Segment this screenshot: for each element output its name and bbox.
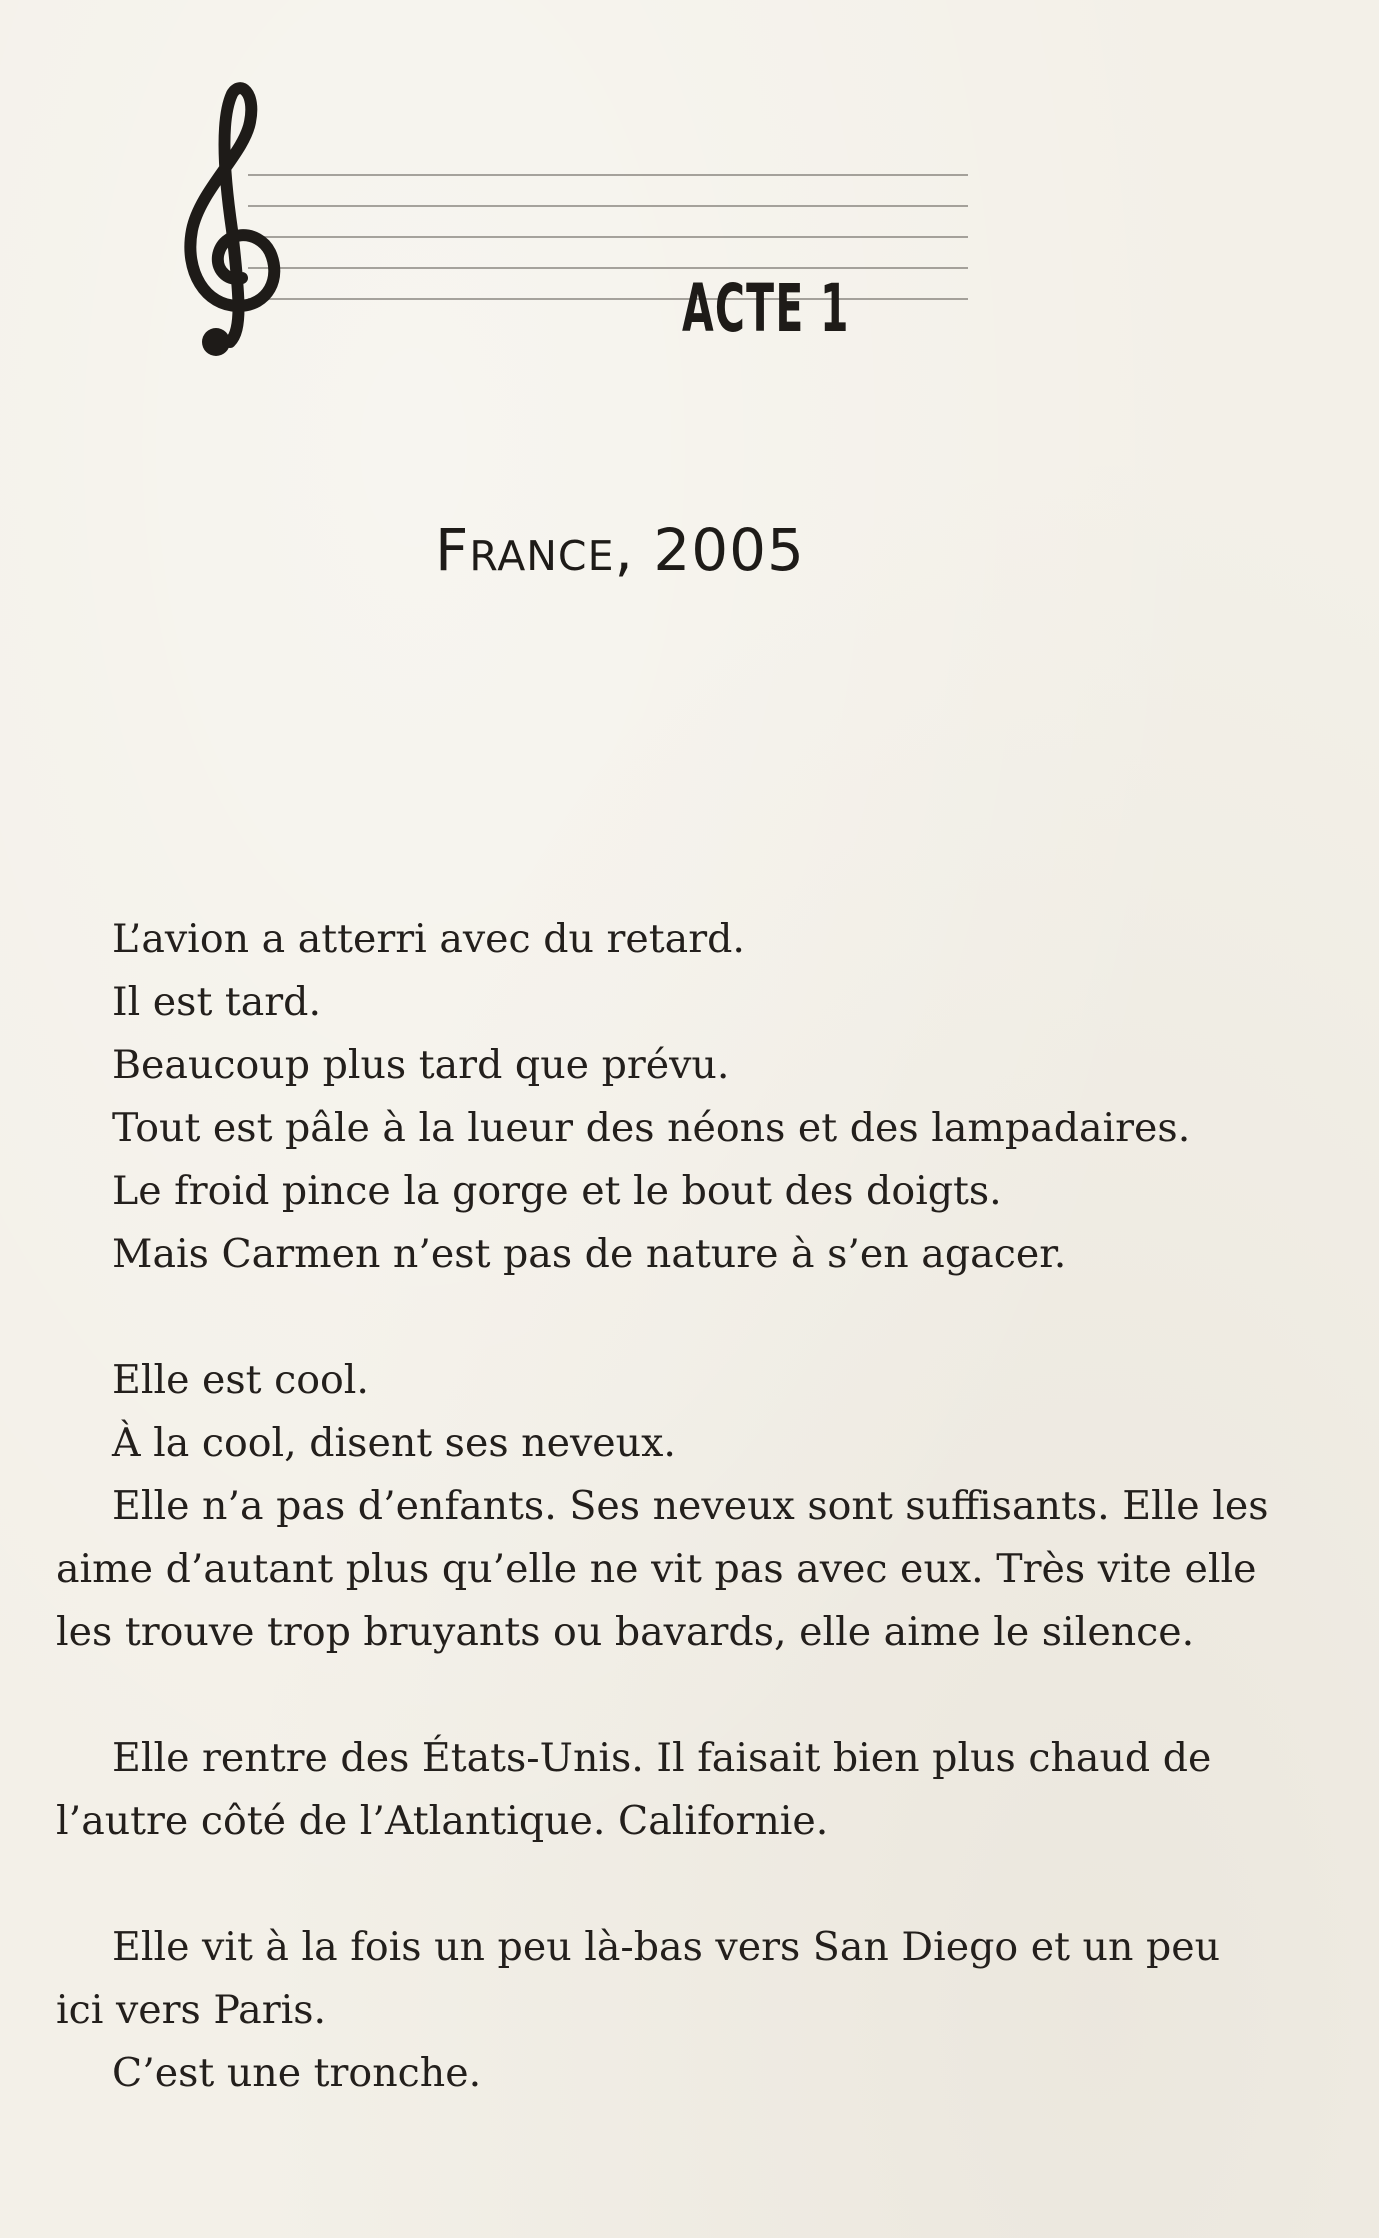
text-line: Elle est cool. <box>112 1357 369 1403</box>
text-line: Tout est pâle à la lueur des néons et des lampadaires. <box>112 1105 1191 1151</box>
text-line: l’autre côté de l’Atlantique. Californie. <box>56 1798 829 1844</box>
text-line: À la cool, disent ses neveux. <box>112 1420 676 1466</box>
act-header <box>160 80 980 360</box>
paragraph-4 <box>56 1916 1221 2105</box>
text-line: Mais Carmen n’est pas de nature à s’en agacer. <box>112 1231 1067 1277</box>
text-line: les trouve trop bruyants ou bavards, elle aime le silence. <box>56 1609 1195 1655</box>
text-line: C’est une tronche. <box>112 2050 482 2096</box>
text-line: Elle n’a pas d’enfants. Ses neveux sont suffisants. Elle les <box>112 1483 1269 1529</box>
paragraph-3 <box>56 1727 1212 1853</box>
paragraph-1 <box>56 908 1196 1286</box>
text-line: Beaucoup plus tard que prévu. <box>112 1042 730 1088</box>
chapter-title: France, 2005 <box>435 516 805 584</box>
text-line: Elle rentre des États-Unis. Il faisait bien plus chaud de <box>112 1735 1212 1781</box>
paragraph-gap <box>56 1853 1196 1916</box>
text-line: aime d’autant plus qu’elle ne vit pas avec eux. Très vite elle <box>56 1546 1257 1592</box>
paragraph-gap <box>56 1286 1196 1349</box>
text-line: Elle vit à la fois un peu là-bas vers San Diego et un peu <box>112 1924 1221 1970</box>
text-line: ici vers Paris. <box>56 1987 327 2033</box>
act-title: ACTE 1 <box>682 270 850 347</box>
text-line: L’avion a atterri avec du retard. <box>112 916 745 962</box>
text-line: Le froid pince la gorge et le bout des doigts. <box>112 1168 1002 1214</box>
paragraph-gap <box>56 1664 1196 1727</box>
music-staff <box>160 80 980 360</box>
text-line: Il est tard. <box>112 979 322 1025</box>
paragraph-2 <box>56 1349 1269 1664</box>
treble-clef-icon <box>190 88 274 356</box>
chapter-body <box>56 908 1269 2105</box>
